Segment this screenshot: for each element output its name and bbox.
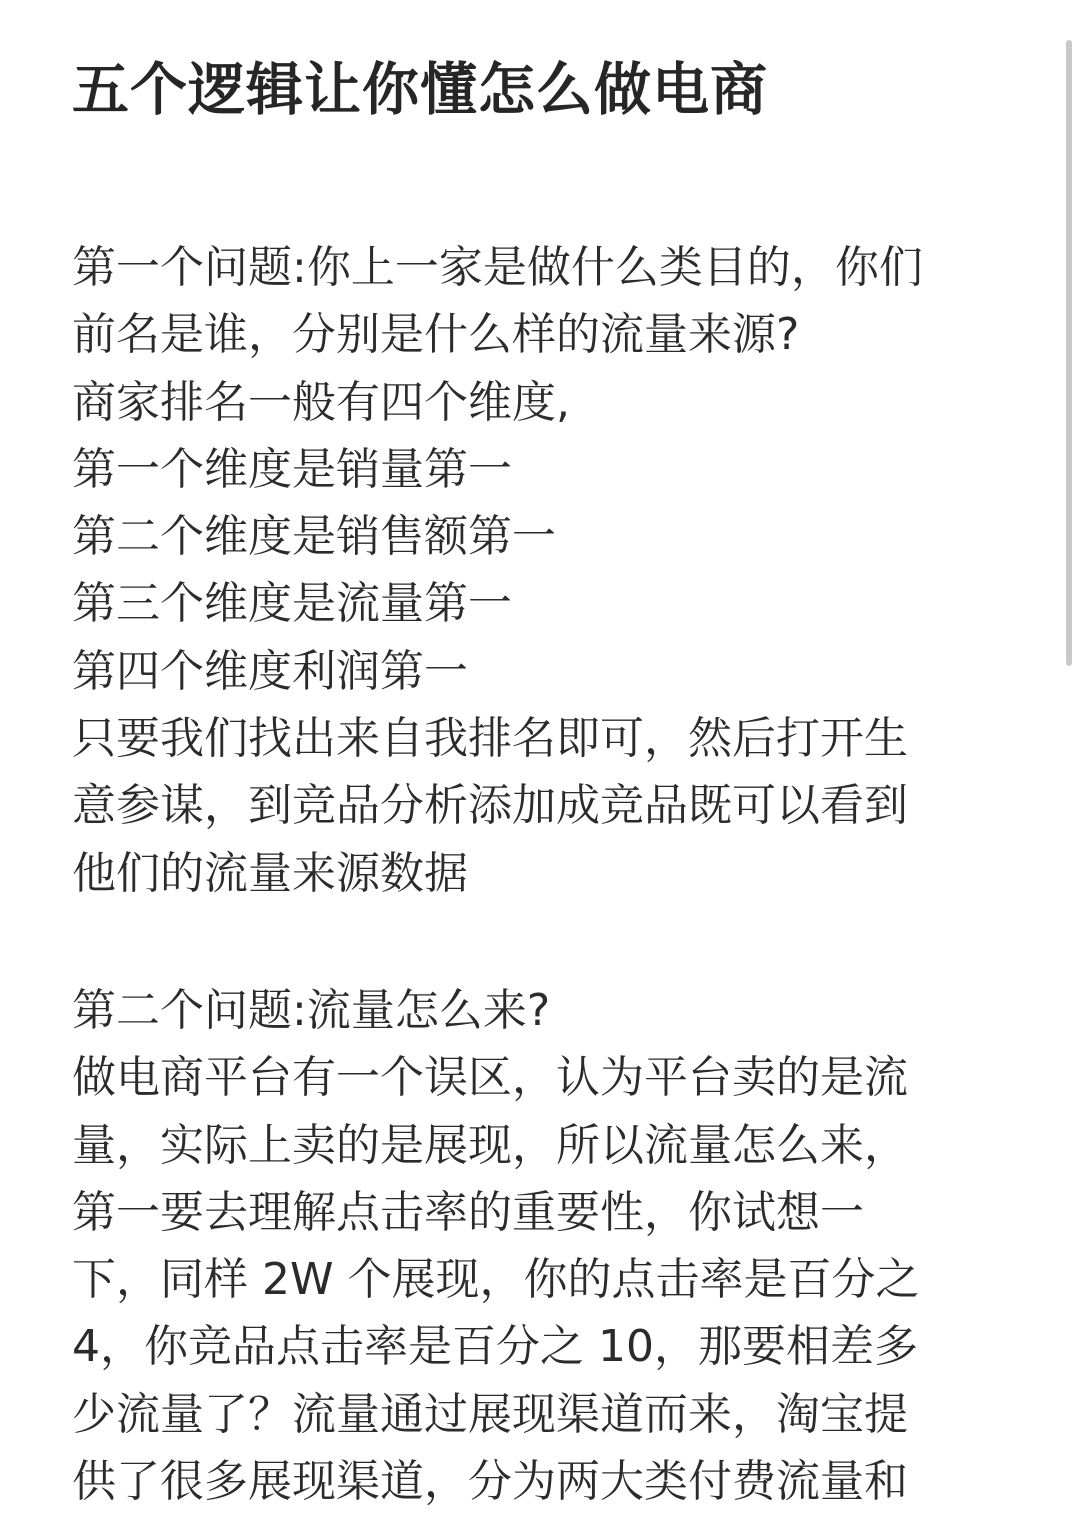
text-line: 第二个问题:流量怎么来? — [72, 984, 551, 1036]
text-line: 商家排名一般有四个维度, — [72, 376, 570, 428]
text-line: 他们的流量来源数据 — [72, 847, 468, 899]
text-line: 意参谋，到竞品分析添加成竞品既可以看到 — [72, 780, 908, 832]
article-title: 五个逻辑让你懂怎么做电商 — [72, 57, 768, 123]
text-line: 第二个维度是销售额第一 — [72, 511, 556, 563]
text-line: 4，你竞品点击率是百分之 10，那要相差多 — [72, 1321, 918, 1373]
text-line: 做电商平台有一个误区，认为平台卖的是流 — [72, 1052, 908, 1104]
text-line: 第四个维度利润第一 — [72, 645, 468, 697]
text-line: 第一个维度是销量第一 — [72, 443, 512, 495]
text-line: 量，实际上卖的是展现，所以流量怎么来， — [72, 1119, 908, 1171]
text-line: 第一要去理解点击率的重要性，你试想一 — [72, 1186, 864, 1238]
section-first-question — [72, 234, 1012, 907]
text-line: 供了很多展现渠道，分为两大类付费流量和 — [72, 1456, 908, 1508]
text-line: 下，同样 2W 个展现，你的点击率是百分之 — [72, 1254, 920, 1306]
vertical-scrollbar[interactable] — [1066, 40, 1072, 666]
article — [72, 48, 1012, 1515]
text-line: 少流量了？流量通过展现渠道而来，淘宝提 — [72, 1388, 908, 1440]
text-line: 前名是谁，分别是什么样的流量来源? — [72, 309, 800, 361]
text-line: 第三个维度是流量第一 — [72, 578, 512, 630]
section-second-question — [72, 977, 1012, 1515]
text-line: 只要我们找出来自我排名即可，然后打开生 — [72, 713, 908, 765]
text-line: 第一个问题:你上一家是做什么类目的，你们 — [72, 242, 923, 293]
